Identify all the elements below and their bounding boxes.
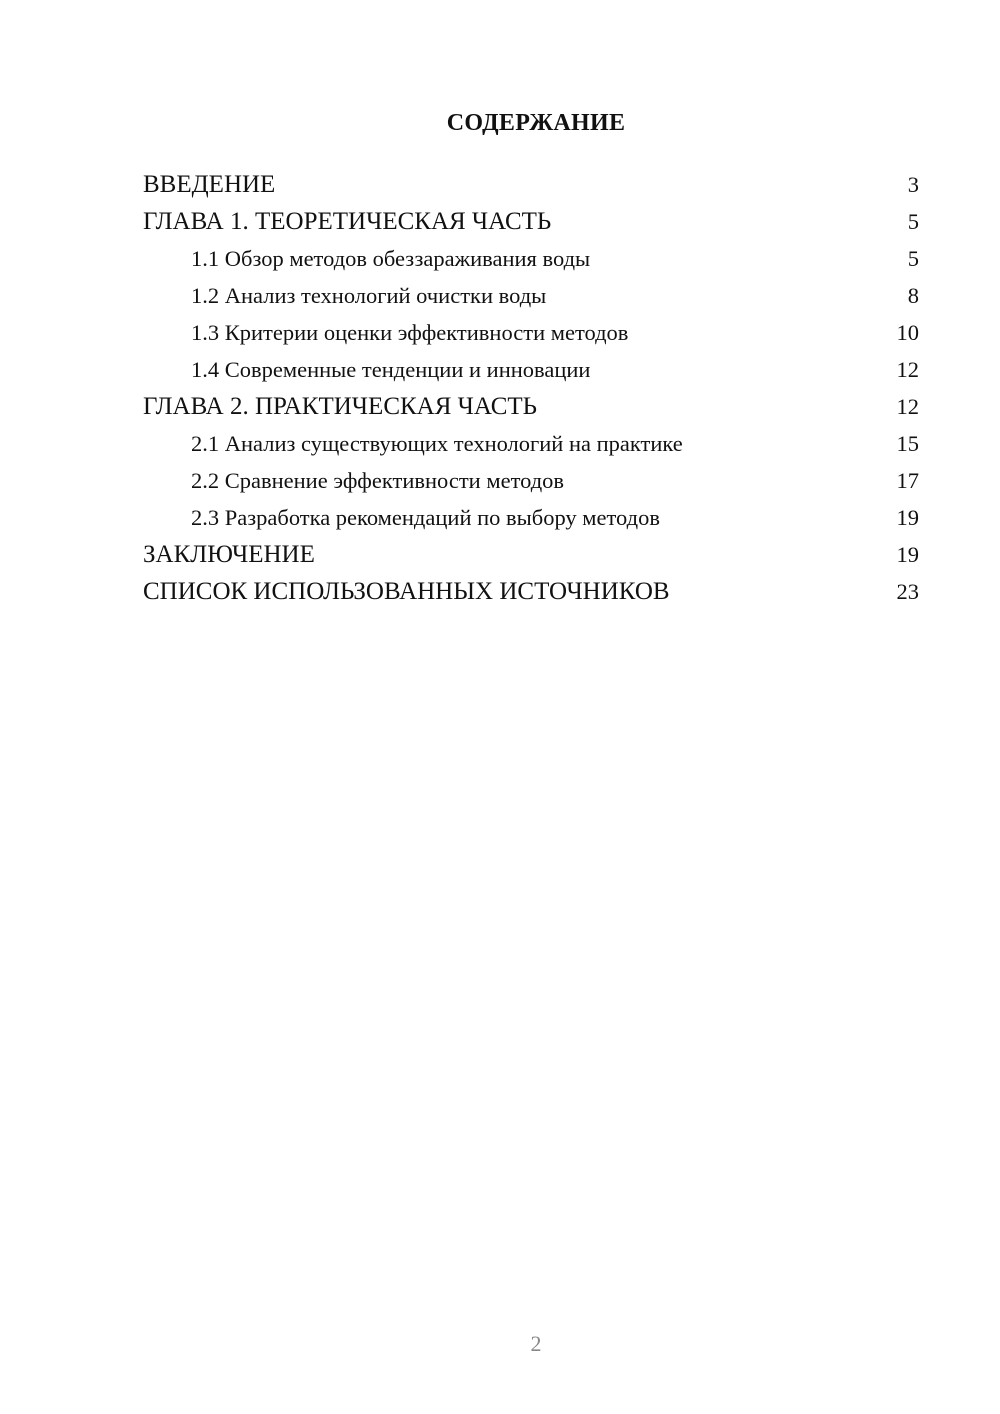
toc-entry-label: ВВЕДЕНИЕ (143, 171, 276, 198)
toc-entry-section-1-3[interactable] (143, 314, 919, 351)
toc-entry-page: 17 (896, 468, 919, 493)
toc-entry-page: 15 (896, 431, 919, 456)
toc-entry-page: 19 (896, 505, 919, 530)
page-number: 2 (530, 1331, 542, 1356)
toc-entry-page: 5 (907, 246, 919, 271)
toc-entry-label: СПИСОК ИСПОЛЬЗОВАННЫХ ИСТОЧНИКОВ (143, 578, 670, 605)
toc-entry-label: 1.1 Обзор методов обеззараживания воды (191, 246, 591, 271)
toc-entry-chapter-1[interactable] (143, 203, 919, 240)
toc-entry-section-1-4[interactable] (143, 351, 919, 388)
toc-entry-label: 2.1 Анализ существующих технологий на практике (191, 431, 683, 456)
toc-entry-section-2-1[interactable] (143, 425, 919, 462)
toc-entry-label: 2.3 Разработка рекомендаций по выбору методов (191, 505, 660, 530)
toc-entry-section-1-2[interactable] (143, 277, 919, 314)
toc-entry-label: 1.3 Критерии оценки эффективности методов (191, 320, 629, 345)
toc-entry-page: 5 (907, 209, 919, 234)
toc-entry-section-1-1[interactable] (143, 240, 919, 277)
toc-entry-page: 12 (896, 357, 919, 382)
toc-entry-label: 1.2 Анализ технологий очистки воды (191, 283, 547, 308)
toc-entry-page: 23 (896, 579, 919, 604)
toc-entry-page: 10 (896, 320, 919, 345)
toc-entry-label: 1.4 Современные тенденции и инновации (191, 357, 591, 382)
table-of-contents (143, 166, 919, 610)
toc-entry-chapter-2[interactable] (143, 388, 919, 425)
toc-entry-references[interactable] (143, 573, 919, 610)
toc-entry-label: ГЛАВА 1. ТЕОРЕТИЧЕСКАЯ ЧАСТЬ (143, 208, 552, 235)
toc-entry-label: 2.2 Сравнение эффективности методов (191, 468, 565, 493)
toc-entry-label: ЗАКЛЮЧЕНИЕ (143, 541, 315, 568)
toc-entry-section-2-3[interactable] (143, 499, 919, 536)
toc-entry-introduction[interactable] (143, 166, 919, 203)
toc-entry-page: 12 (896, 394, 919, 419)
page-title: СОДЕРЖАНИЕ (446, 110, 626, 137)
toc-entry-section-2-2[interactable] (143, 462, 919, 499)
toc-entry-conclusion[interactable] (143, 536, 919, 573)
toc-entry-page: 19 (896, 542, 919, 567)
toc-entry-page: 3 (907, 172, 919, 197)
toc-entry-label: ГЛАВА 2. ПРАКТИЧЕСКАЯ ЧАСТЬ (143, 393, 538, 420)
toc-entry-page: 8 (907, 283, 919, 308)
